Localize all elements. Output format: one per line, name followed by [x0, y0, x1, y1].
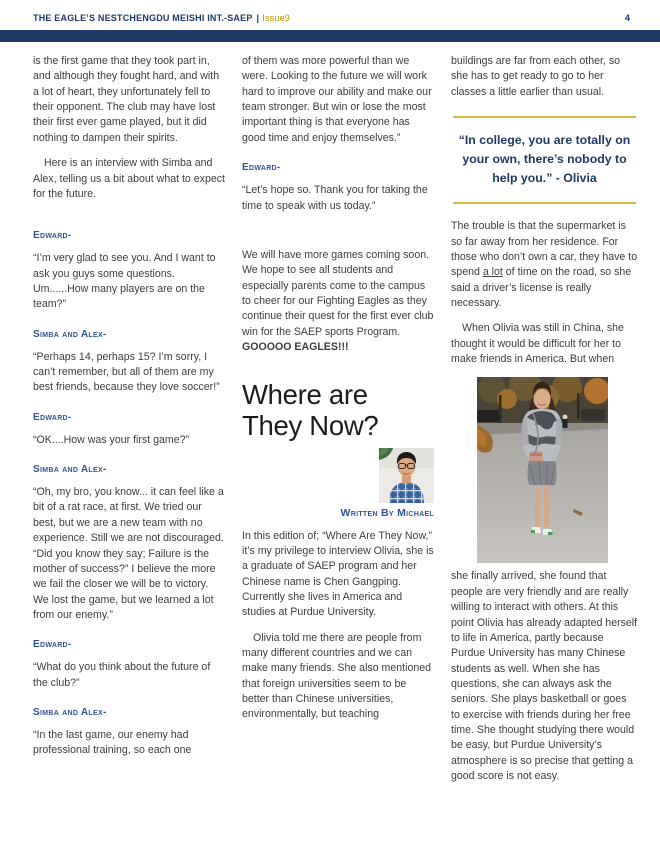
speaker-label-edward: Edward- — [33, 230, 72, 242]
dialogue-paragraph: “Oh, my bro, you know... it can feel like a bit of a rat race, at first. We tried our best, but we are a new team with no experience. Still we are not discouraged. “Did you know they say; Failure is the mother of success?” I believe the more we fail the closer we will be to victory. We lost the game, but we learned a lot from our enemy.” — [33, 486, 224, 621]
go-eagles-cheer: GOOOOO EAGLES!!! — [242, 341, 349, 354]
dialogue-paragraph: “Perhaps 14, perhaps 15? I’m sorry, I can’t remember, but all of them are my best friends, because they love soccer!” — [33, 350, 220, 394]
dialogue-continuation-paragraph: of them was more powerful than we were. Looking to the future we will work hard to improve our ability and make our team stronger. But win or lose the most important thing is that everyone has good time and enjoy themselves.” — [242, 55, 432, 144]
byline-written-by-michael: Written By Michael — [340, 506, 434, 519]
olivia-pull-quote: “In college, you are totally on your own, there’s nobody to help you.” - Olivia — [453, 116, 636, 204]
header-rule-bar — [0, 30, 660, 42]
header-left — [33, 13, 290, 23]
closing-paragraph — [242, 248, 434, 356]
closing-text: We will have more games coming soon. We hope to see all students and especially parents come to the campus to cheer for our Fighting Eagles as they continue their quest for the first ever club win for the SAEP sports Program. — [242, 248, 434, 338]
dialogue-paragraph: “In the last game, our enemy had professional training, so each one — [33, 729, 192, 757]
section-heading-where-are-they-now: Where are They Now? — [242, 379, 379, 442]
olivia-paragraph-1: buildings are far from each other, so she has to get ready to go to her classes a little earlier than usual. — [451, 55, 621, 98]
dialogue-paragraph: “I’m very glad to see you. And I want to ask you guys some questions. Um......How many players are on the team?” — [33, 252, 216, 311]
newsletter-title: THE EAGLE’S NESTCHENGDU MEISHI INT.-SAEP — [33, 13, 253, 23]
page-number: 4 — [624, 13, 630, 24]
para2-text-after: of time on the road, so she said a driver’s license is really necessary. — [451, 266, 632, 310]
three-column-body — [33, 54, 638, 784]
olivia-paragraph-4: she finally arrived, she found that people are very friendly and are really willing to interact with others. At this point Olivia has already adapted herself to life in America, partly because Purdue University has many Chinese students as well. When she has questions, she can always ask the seniors. She plays basketball or goes to exercise with friends during her free time. She thought studying there would be easy, but Purdue University’s atmosphere is so precise that getting a good score is not easy. — [451, 570, 638, 783]
olivia-paragraph-2 — [451, 219, 638, 311]
dialogue-paragraph: “What do you think about the future of the club?” — [33, 661, 211, 689]
dialogue-paragraph: “Let’s hope so. Thank you for taking the time to speak with us today.” — [242, 184, 428, 212]
column-2 — [242, 54, 434, 784]
issue-number: Issue9 — [262, 13, 290, 23]
column-3 — [451, 54, 638, 784]
michael-photo-illustration — [379, 448, 434, 503]
michael-photo-container — [242, 448, 434, 503]
where-are-they-now-paragraph-2: Olivia told me there are people from many different countries and we can make many friends. She also mentioned that foreign universities seem to be better than Chinese universities, environmentally, but teaching — [242, 631, 432, 721]
olivia-paragraph-3: When Olivia was still in China, she thought it would be difficult for her to make friends in America. But when — [451, 322, 624, 366]
speaker-label-edward: Edward- — [33, 411, 72, 423]
intro-paragraph-2: Here is an interview with Simba and Alex, telling us a bit about what to expect for the future. — [33, 157, 225, 200]
olivia-photo-illustration — [477, 377, 608, 563]
speaker-label-simba-alex: Simba and Alex- — [33, 707, 107, 719]
michael-portrait-photo — [379, 448, 434, 503]
column-1 — [33, 54, 225, 784]
speaker-label-edward: Edward- — [242, 162, 281, 174]
speaker-label-simba-alex: Simba and Alex- — [33, 464, 107, 476]
where-are-they-now-paragraph-1: In this edition of; “Where Are They Now,” it’s my privilege to interview Olivia, she is a graduate of SAEP program and her Chinese name is Chen Gangping. Currently she lives in America and studies at Purdue University. — [242, 529, 434, 619]
speaker-label-edward: Edward- — [33, 639, 72, 651]
dialogue-paragraph: “OK....How was your first game?” — [33, 433, 190, 446]
speaker-label-simba-alex: Simba and Alex- — [33, 328, 107, 340]
para2-text-before: The trouble is that the supermarket is so far away from her residence. For those who don’t own a car, they have to spend — [451, 220, 638, 279]
para2-underlined-a-lot: a lot — [482, 266, 503, 279]
intro-continuation-paragraph: is the first game that they took part in, and although they fought hard, and with a lot of heart, they unfortunately fell to their opponent. The club may have lost their first ever game played, but it did nothing to dampen their spirits. — [33, 55, 220, 144]
olivia-outdoor-photo — [477, 377, 608, 563]
page-header — [33, 13, 630, 24]
header-divider: | — [256, 13, 260, 23]
